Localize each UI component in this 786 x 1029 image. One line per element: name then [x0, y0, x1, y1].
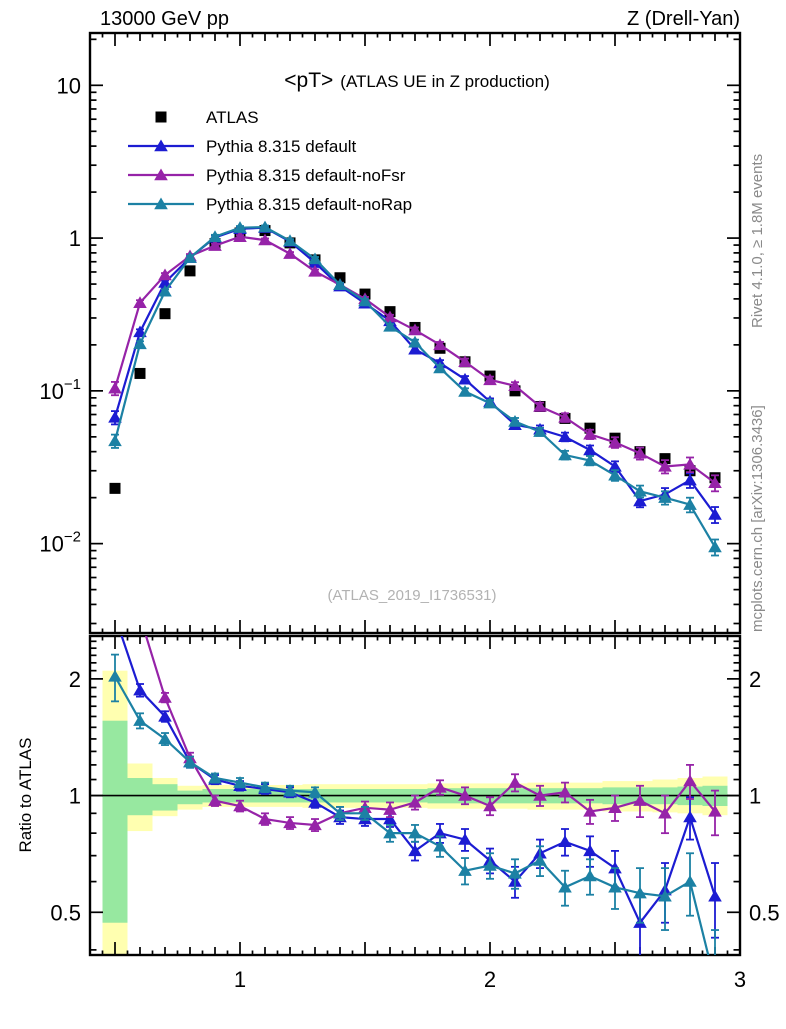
- legend-item-2: [128, 166, 406, 185]
- analysis-id-watermark: (ATLAS_2019_I1736531): [327, 587, 497, 604]
- green-band-bin: [103, 721, 128, 923]
- main-series-0: [110, 225, 721, 494]
- main-series-2: [108, 230, 722, 491]
- legend-item-1: [128, 137, 357, 156]
- main-y-tick-label: 10: [56, 73, 81, 99]
- ratio-y-tick-label-right: 0.5: [749, 900, 780, 926]
- process-label: Z (Drell-Yan): [627, 8, 740, 30]
- mcplots-arxiv-label: mcplots.cern.ch [arXiv:1306.3436]: [749, 405, 766, 632]
- main-y-tick-label: 1: [68, 226, 81, 252]
- ratio-axis-title: Ratio to ATLAS: [16, 737, 35, 853]
- main-series-1: [108, 221, 722, 523]
- main-y-tick-label: $10^{-1}$: [39, 375, 81, 404]
- ratio-y-tick-label: 0.5: [50, 900, 81, 926]
- legend: [128, 108, 412, 214]
- main-series-3: [108, 221, 722, 556]
- x-tick-label: 1: [233, 967, 247, 992]
- legend-label: Pythia 8.315 default: [206, 137, 357, 156]
- green-band-bin: [153, 784, 178, 810]
- x-tick-label: 3: [733, 967, 747, 992]
- legend-item-3: [128, 195, 412, 214]
- legend-label: Pythia 8.315 default-noRap: [206, 195, 413, 214]
- ratio-y-tick-label: 2: [68, 666, 81, 692]
- main-y-tick-label: $10^{-2}$: [39, 528, 81, 557]
- x-tick-label: 2: [483, 967, 497, 992]
- legend-label: ATLAS: [206, 108, 259, 127]
- ratio-y-tick-label: 1: [68, 783, 81, 809]
- green-band-bin: [128, 778, 153, 815]
- beam-energy-label: 13000 GeV pp: [100, 8, 229, 30]
- green-band-bin: [178, 791, 203, 805]
- plot-title: <pT> (ATLAS UE in Z production): [284, 69, 550, 92]
- chart-render-root: [39, 33, 779, 1024]
- ratio-y-tick-label-right: 2: [749, 666, 762, 692]
- ratio-series-1: [108, 601, 722, 959]
- rivet-version-label: Rivet 4.1.0, ≥ 1.8M events: [749, 153, 766, 328]
- ratio-y-tick-label-right: 1: [749, 783, 762, 809]
- legend-label: Pythia 8.315 default-noFsr: [206, 166, 406, 185]
- legend-item-0: [156, 108, 259, 127]
- ratio-series-3: [108, 655, 722, 1024]
